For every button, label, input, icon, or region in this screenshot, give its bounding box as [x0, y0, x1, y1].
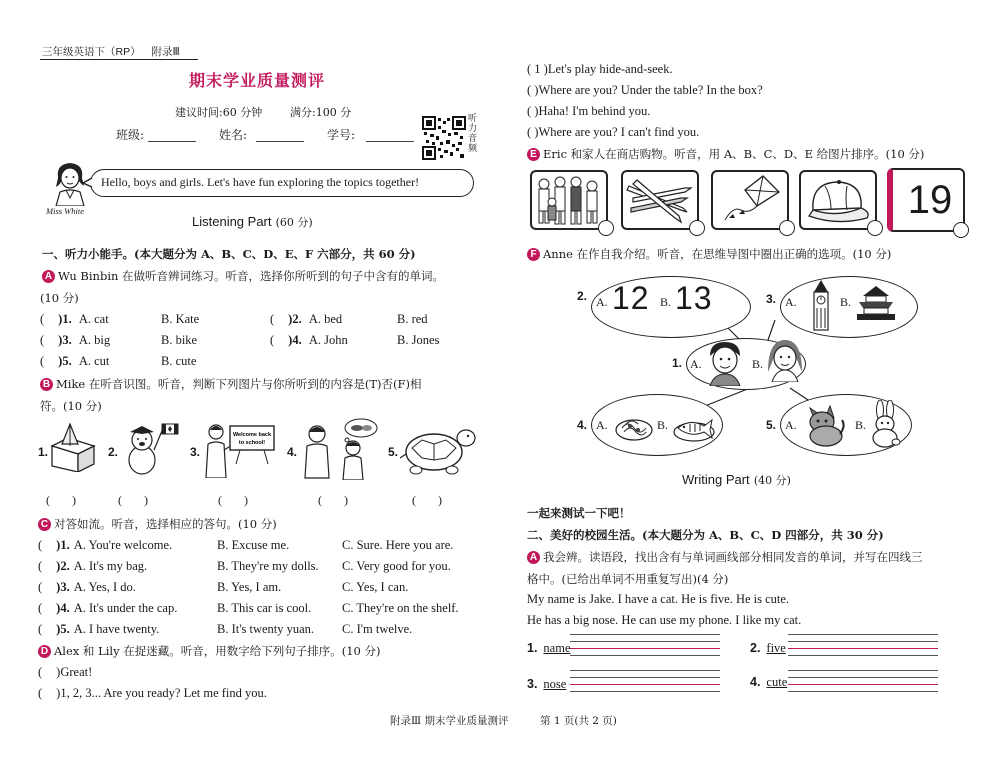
score-info: 满分:100 分	[290, 106, 352, 119]
listening-score: (60 分)	[275, 216, 313, 229]
partC-instruction: C 对答如流。听音，选择相应的答句。(10 分)	[38, 516, 277, 532]
boat-in-box-picture	[48, 420, 98, 472]
rabbit-picture[interactable]	[868, 400, 904, 448]
partC-q3[interactable]: ( )3. A. Yes, I do.	[38, 580, 136, 594]
listening-title: Listening Part	[192, 214, 272, 229]
partA-q3-b[interactable]: B. bike	[161, 333, 198, 347]
writingA-instruction: A 我会辨。读语段，找出含有与单词画线部分相同发音的单词，并写在四线三	[527, 549, 923, 565]
partB-answer-4[interactable]: ( )	[318, 493, 350, 507]
partF-instruction: F Anne 在作自我介绍。听音，在思维导图中圈出正确的选项。(10 分)	[527, 246, 891, 262]
partB-answer-3[interactable]: ( )	[218, 493, 250, 507]
id-label: 学号:	[327, 128, 356, 142]
badge-a: A	[42, 270, 55, 283]
partC-q5[interactable]: ( )5. A. I have twenty.	[38, 622, 160, 636]
writing-title: Writing Part	[682, 472, 750, 487]
partD-item-count[interactable]: ( )1, 2, 3... Are you ready? Let me find you.	[38, 686, 267, 700]
badge-c: C	[38, 518, 51, 531]
node2-a-value[interactable]: 12	[612, 280, 650, 316]
node4-num: 4.	[577, 418, 588, 432]
name-field[interactable]	[256, 141, 304, 142]
name-label: 姓名:	[219, 128, 248, 142]
partE-card-kite	[711, 170, 789, 230]
class-field[interactable]	[148, 141, 196, 142]
badge-writing-a: A	[527, 551, 540, 564]
appendix-label: 附录Ⅲ	[151, 46, 180, 58]
turtle-picture	[398, 420, 478, 478]
writingA-points: 格中。(已给出单词不用重复写出)(4 分)	[527, 572, 729, 586]
time-info: 建议时间:60 分钟	[175, 106, 263, 119]
girl-face-picture[interactable]	[766, 338, 804, 382]
node5-a[interactable]: A.	[785, 418, 797, 432]
node3-a[interactable]: A.	[785, 295, 797, 309]
class-label: 班级:	[116, 128, 145, 142]
boy-face-picture[interactable]	[706, 340, 744, 386]
partE-answer-5[interactable]	[953, 222, 969, 238]
doctor-boy-picture	[297, 418, 379, 480]
partA-q1[interactable]: ( )1. A. cat	[40, 312, 109, 326]
partC-q2-c[interactable]: C. Very good for you.	[342, 559, 451, 573]
partC-q3-b[interactable]: B. Yes, I am.	[217, 580, 282, 594]
word-item-4: 4. cute	[750, 675, 788, 689]
node3-b[interactable]: B.	[840, 295, 852, 309]
partC-q3-c[interactable]: C. Yes, I can.	[342, 580, 409, 594]
partC-q4-c[interactable]: C. They're on the shelf.	[342, 601, 459, 615]
node5-num: 5.	[766, 418, 777, 432]
node3-num: 3.	[766, 292, 777, 306]
partE-answer-2[interactable]	[689, 220, 705, 236]
fish-plate-picture[interactable]	[672, 408, 716, 444]
cat-picture[interactable]	[802, 400, 846, 448]
temple-of-heaven-picture[interactable]	[855, 284, 897, 322]
partC-q5-c[interactable]: C. I'm twelve.	[342, 622, 413, 636]
partC-q4[interactable]: ( )4. A. It's under the cap.	[38, 601, 178, 615]
partB-label-2: 2.	[108, 445, 119, 459]
footer-page: 第 1 页(共 2 页)	[540, 715, 617, 727]
partA-instruction: A Wu Binbin 在做听音辨词练习。听音，选择你所听到的句子中含有的单词。	[42, 268, 444, 284]
partB-points: 符。(10 分)	[40, 399, 102, 413]
writing-intro: 一起来测试一下吧！	[527, 506, 631, 520]
partA-q2[interactable]: ( )2. A. bed	[270, 312, 343, 326]
partC-q1-b[interactable]: B. Excuse me.	[217, 538, 290, 552]
bear-flag-picture	[118, 420, 180, 478]
word-item-2: 2. five	[750, 641, 786, 655]
node4-b[interactable]: B.	[657, 418, 669, 432]
partD-right-3[interactable]: ( )Haha! I'm behind you.	[527, 104, 651, 118]
partA-q1-b[interactable]: B. Kate	[161, 312, 200, 326]
number-card-text: 19	[907, 178, 953, 222]
svg-text:Welcome back: Welcome back	[232, 432, 272, 438]
partB-answer-1[interactable]: ( )	[46, 493, 78, 507]
node1-b[interactable]: B.	[752, 357, 764, 371]
node4-a[interactable]: A.	[596, 418, 608, 432]
partA-q5[interactable]: ( )5. A. cut	[40, 354, 110, 368]
noodles-picture[interactable]	[614, 404, 654, 444]
partD-instruction: D Alex 和 Lily 在捉迷藏。听音，用数字给下列句子排序。(10 分)	[38, 643, 381, 659]
bubble-tail	[82, 177, 94, 189]
partD-right-2[interactable]: ( )Where are you? Under the table? In the box?	[527, 83, 763, 97]
passage-line-1: My name is Jake. I have a cat. He is five. He is cute.	[527, 592, 790, 606]
teacher-name: Miss White	[46, 206, 85, 216]
partC-q5-b[interactable]: B. It's twenty yuan.	[217, 622, 315, 636]
page-title: 期末学业质量测评	[189, 71, 326, 90]
section2-title: 二、美好的校园生活。(本大题分为 A、B、C、D 四部分，共 30 分)	[527, 528, 884, 542]
partB-label-4: 4.	[287, 445, 298, 459]
partB-label-3: 3.	[190, 445, 201, 459]
section1-title: 一、听力小能手。(本大题分为 A、B、C、D、E、F 六部分，共 60 分)	[42, 247, 416, 261]
footer-title: 附录Ⅲ 期末学业质量测评	[390, 715, 509, 727]
partE-answer-3[interactable]	[779, 220, 795, 236]
qr-code-icon[interactable]	[422, 116, 466, 160]
header-rule	[40, 59, 198, 60]
pencils-picture	[623, 172, 697, 228]
partB-label-5: 5.	[388, 445, 399, 459]
family-picture	[532, 172, 606, 228]
partE-card-number	[887, 168, 965, 232]
partB-instruction: B Mike 在听音识图。听音，判断下列图片与你所听到的内容是(T)否(F)相	[40, 376, 421, 392]
partE-card-cap	[799, 170, 877, 230]
partA-q4[interactable]: ( )4. A. John	[270, 333, 348, 347]
partE-answer-4[interactable]	[867, 220, 883, 236]
partA-q4-b[interactable]: B. Jones	[397, 333, 440, 347]
partE-card-pencils	[621, 170, 699, 230]
svg-text:to school!: to school!	[238, 440, 266, 446]
word-item-1: 1. name	[527, 641, 571, 655]
qr-caption: 听力音频	[468, 114, 478, 154]
book-label: 三年级英语下（RP）	[42, 46, 141, 58]
partC-q2-b[interactable]: B. They're my dolls.	[217, 559, 319, 573]
partC-q4-b[interactable]: B. This car is cool.	[217, 601, 312, 615]
id-field[interactable]	[366, 141, 414, 142]
node2-num: 2.	[577, 289, 588, 303]
partE-instruction: E Eric 和家人在商店购物。听音，用 A、B、C、D、E 给图片排序。(10 分)	[527, 146, 924, 162]
speech-bubble	[90, 169, 474, 197]
writing-heading	[682, 472, 791, 488]
partA-points: (10 分)	[40, 291, 79, 305]
badge-d: D	[38, 645, 51, 658]
speech-text: Hello, boys and girls. Let's have fun exploring the topics together!	[101, 175, 420, 189]
kite-picture	[713, 172, 787, 228]
partB-answer-2[interactable]: ( )	[118, 493, 150, 507]
node5-b[interactable]: B.	[855, 418, 867, 432]
passage-line-2: He has a big nose. He can use my phone. I like my cat.	[527, 613, 802, 627]
badge-b: B	[40, 378, 53, 391]
node1-a[interactable]: A.	[690, 357, 702, 371]
partE-answer-1[interactable]	[598, 220, 614, 236]
partA-q3[interactable]: ( )3. A. big	[40, 333, 111, 347]
word-item-3: 3. nose	[527, 677, 567, 691]
partD-right-4[interactable]: ( )Where are you? I can't find you.	[527, 125, 700, 139]
partE-card-family	[530, 170, 608, 230]
partA-q2-b[interactable]: B. red	[397, 312, 428, 326]
partA-q5-b[interactable]: B. cute	[161, 354, 197, 368]
teacher-board-picture	[200, 420, 280, 478]
partC-q2[interactable]: ( )2. A. It's my bag.	[38, 559, 148, 573]
partD-item-great[interactable]: ( )Great!	[38, 665, 93, 679]
badge-e: E	[527, 148, 540, 161]
book-header	[42, 44, 180, 59]
badge-f: F	[527, 248, 540, 261]
node2-a[interactable]: A.	[596, 295, 608, 309]
partC-q1[interactable]: ( )1. A. You're welcome.	[38, 538, 173, 552]
partC-q1-c[interactable]: C. Sure. Here you are.	[342, 538, 454, 552]
node2-b-value[interactable]: 13	[675, 280, 713, 316]
node1-num: 1.	[672, 356, 683, 370]
node2-b[interactable]: B.	[660, 295, 672, 309]
partB-answer-5[interactable]: ( )	[412, 493, 444, 507]
cap-picture	[801, 172, 875, 228]
big-ben-picture[interactable]	[808, 278, 834, 332]
writing-score: (40 分)	[753, 474, 791, 487]
listening-heading	[192, 214, 313, 230]
partB-label-1: 1.	[38, 445, 49, 459]
partD-right-1[interactable]: ( 1 )Let's play hide-and-seek.	[527, 62, 673, 76]
